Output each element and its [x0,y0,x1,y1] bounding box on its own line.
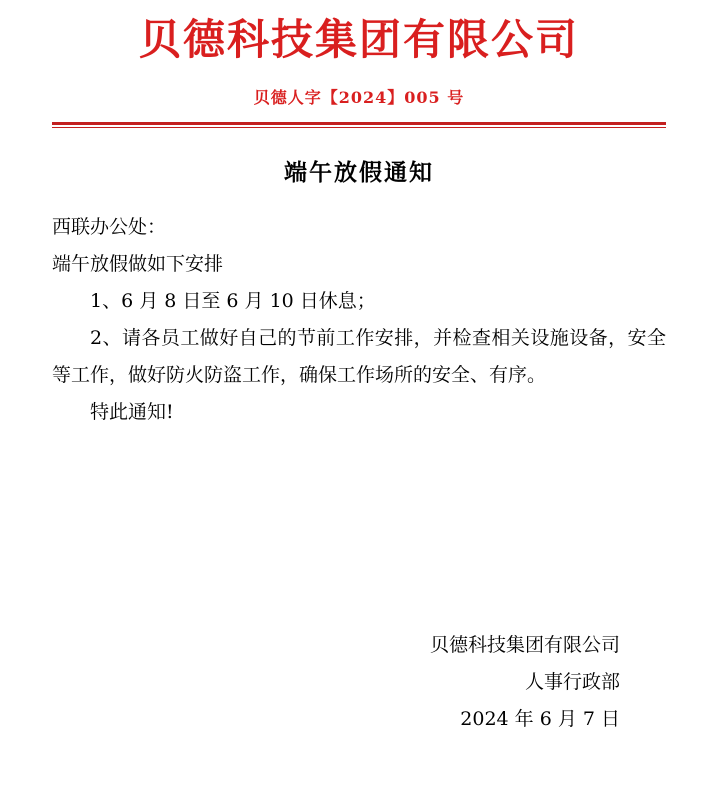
body-signature-spacer [52,431,666,627]
document-page [0,12,718,796]
signature-block [52,627,666,738]
document-title: 端午放假通知 [284,158,434,186]
body-paragraph: 2、请各员工做好自己的节前工作安排，并检查相关设施设备，安全等工作，做好防火防盗工作，确保工作场所的安全、有序。 [52,326,666,386]
red-divider-rule [52,122,666,128]
document-body [52,209,666,431]
body-paragraph: 端午放假做如下安排 [52,252,224,275]
document-number: 贝德人字【2024】005 号 [253,87,465,107]
body-paragraph: 特此通知! [90,400,174,423]
organization-title: 贝德科技集团有限公司 [138,15,579,64]
signature-date: 2024 年 6 月 7 日 [460,708,620,731]
signature-department: 人事行政部 [524,671,620,694]
body-paragraph: 西联办公处： [52,215,167,238]
signature-company: 贝德科技集团有限公司 [429,633,620,656]
body-paragraph: 1、6 月 8 日至 6 月 10 日休息； [90,289,376,312]
